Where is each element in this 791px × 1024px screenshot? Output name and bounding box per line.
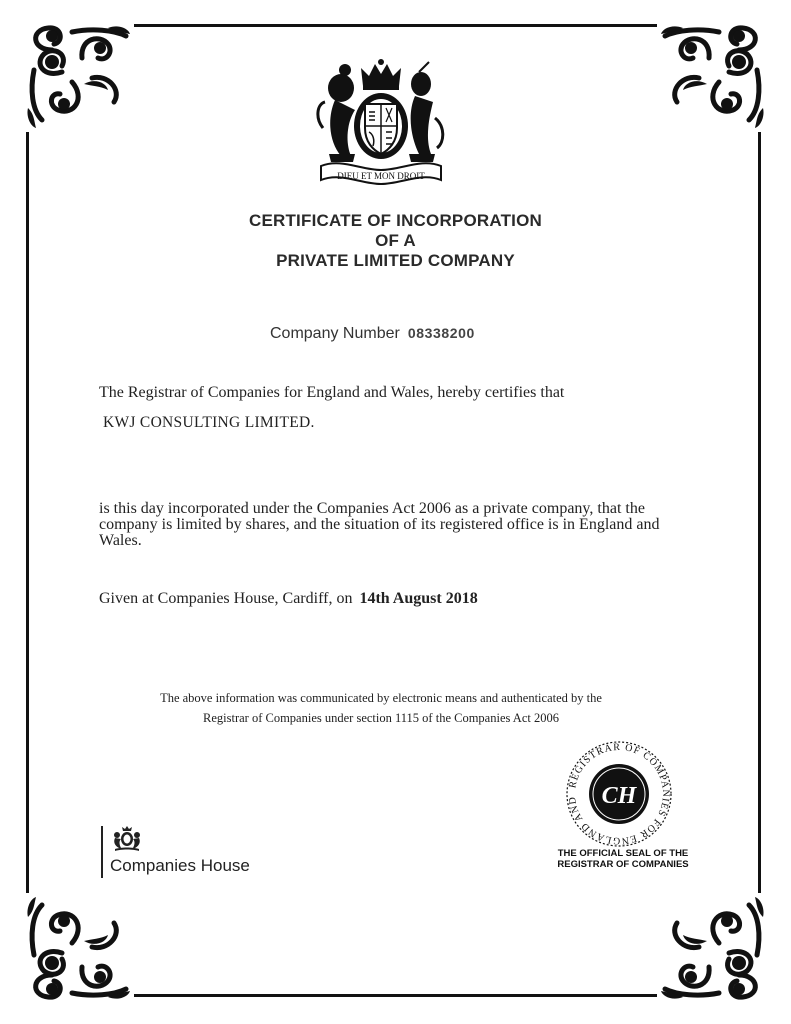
crest-icon — [111, 826, 143, 852]
official-seal — [563, 738, 675, 850]
company-name: KWJ CONSULTING LIMITED. — [103, 414, 315, 431]
motto-text: DIEU ET MON DROIT — [337, 171, 425, 181]
royal-coat-of-arms — [311, 58, 451, 188]
company-number-label: Company Number — [270, 325, 400, 342]
footnote-line-2: Registrar of Companies under section 1115 of the Companies Act 2006 — [203, 711, 559, 725]
given-text: Given at Companies House, Cardiff, on — [99, 590, 353, 607]
corner-ornament-top-left — [22, 20, 134, 132]
corner-ornament-bottom-left — [22, 893, 134, 1005]
companies-house-logo-text: Companies House — [110, 856, 250, 875]
corner-ornament-top-right — [657, 20, 769, 132]
incorporation-statement: is this day incorporated under the Companies Act 2006 as a private company, that the company is limited by shares, and the situation of its registered office is in England and Wales. — [99, 500, 660, 549]
company-number-row — [270, 325, 475, 343]
title-line-3: PRIVATE LIMITED COMPANY — [276, 251, 515, 270]
seal-caption-line-1: THE OFFICIAL SEAL OF THE — [557, 848, 689, 859]
lion-icon — [318, 64, 355, 162]
seal-caption-line-2: REGISTRAR OF COMPANIES — [557, 859, 689, 870]
certifies-statement: The Registrar of Companies for England and Wales, hereby certifies that — [99, 384, 565, 401]
seal-ring-text: REGISTRAR OF COMPANIES FOR ENGLAND AND — [566, 741, 672, 847]
seal-monogram: CH — [601, 783, 637, 809]
logo-divider — [101, 826, 103, 878]
title-line-1: CERTIFICATE OF INCORPORATION — [248, 211, 542, 230]
unicorn-icon — [409, 62, 443, 162]
given-statement — [99, 590, 478, 608]
crown-icon — [361, 59, 401, 90]
footnote-line-1: The above information was communicated by electronic means and authenticated by the — [160, 691, 602, 705]
given-date: 14th August 2018 — [359, 590, 478, 607]
corner-ornament-bottom-right — [657, 893, 769, 1005]
title-line-2: OF A — [375, 231, 416, 250]
company-number-value: 08338200 — [407, 325, 475, 341]
